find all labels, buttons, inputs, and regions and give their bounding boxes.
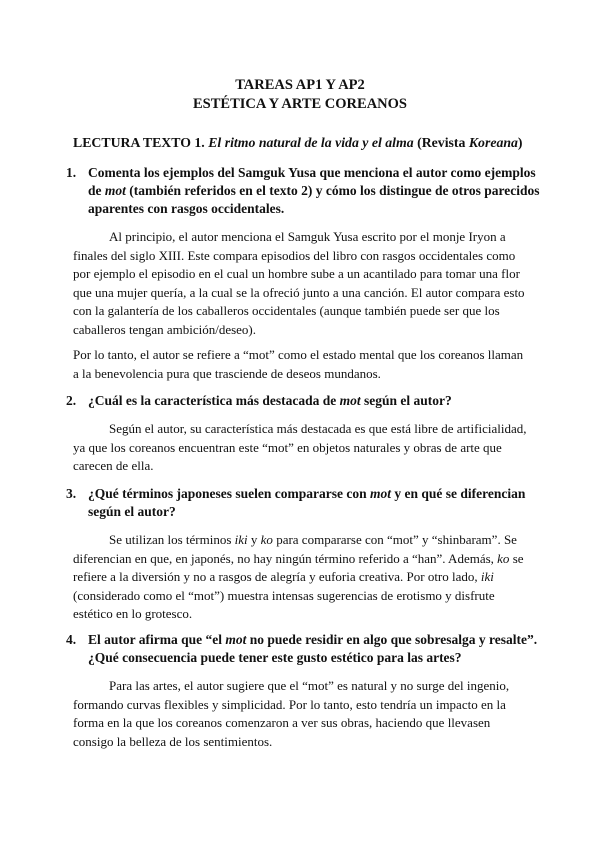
answer-1-paragraph-2: Por lo tanto, el autor se refiere a “mot” como el estado mental que los coreanos llaman a la benevolencia pura que trasciende de deseos mundanos. — [73, 347, 524, 381]
question-number: 3. — [66, 486, 77, 501]
reading-source-name: Koreana — [468, 135, 518, 150]
question-4 — [66, 631, 548, 667]
reading-heading — [73, 134, 553, 151]
answer-2-paragraph-1: Según el autor, su característica más destacada es que está libre de artificialidad, ya que los coreanos encuentran este “mot” en objetos naturales y obras de arte que carecen de ella. — [73, 421, 527, 473]
question-number: 2. — [66, 393, 77, 408]
answer-3-paragraph-1: Se utilizan los términos iki y ko para compararse con “mot” y “shinbaram”. Se diferencian en que, en japonés, no hay ningún término referido a “han”. Además, ko se refiere a la diversión y no a rasgos de alegría y euforia creativa. Por otro lado, iki (considerado como el “mot”) muestra intensas sugerencias de erotismo y disfrute estético en lo grotesco. — [73, 532, 524, 621]
document-title-line2: ESTÉTICA Y ARTE COREANOS — [193, 96, 407, 112]
question-text: ¿Cuál es la característica más destacada de mot según el autor? — [88, 393, 452, 408]
answer-4-paragraph-1: Para las artes, el autor sugiere que el “mot” es natural y no surge del ingenio, formando curvas flexibles y simplicidad. Por lo tanto, esto tendría un impacto en la forma en la que los coreanos comenzaron a ver sus obras, haciendo que llevasen consigo la belleza de los sentimientos. — [73, 678, 510, 749]
reading-label: LECTURA TEXTO 1. — [73, 135, 205, 150]
document-title-line1: TAREAS AP1 Y AP2 — [235, 77, 365, 93]
reading-source-suffix: ) — [517, 135, 523, 150]
question-text: ¿Qué términos japoneses suelen compararse con mot y en qué se diferencian según el autor? — [88, 486, 526, 519]
reading-source-prefix: (Revista — [417, 135, 469, 150]
question-text: Comenta los ejemplos del Samguk Yusa que menciona el autor como ejemplos de mot (también referidos en el texto 2) y cómo los distingue de otros parecidos aparentes con rasgos occidentales. — [88, 165, 540, 216]
question-number: 4. — [66, 632, 77, 647]
reading-article-title: El ritmo natural de la vida y el alma — [208, 135, 414, 150]
question-text: El autor afirma que “el mot no puede residir en algo que sobresalga y resalte”. ¿Qué consecuencia puede tener este gusto estético para las artes? — [88, 632, 538, 665]
question-1 — [66, 164, 548, 218]
question-number: 1. — [66, 165, 77, 180]
answer-1-paragraph-1: Al principio, el autor menciona el Samguk Yusa escrito por el monje Iryon a finales del siglo XIII. Este compara episodios del libro con rasgos occidentales como por ejemplo el episodio en el cual un hombre sube a un acantilado para tomar una flor que una mujer quería, a la cual se la ofreció junto a una canción. El autor compara esto con la galantería de los caballeros occidentales (aunque también puede ser que los caballeros tengan ambición/deseo). — [73, 229, 525, 337]
question-2 — [66, 392, 548, 410]
question-3 — [66, 485, 548, 521]
